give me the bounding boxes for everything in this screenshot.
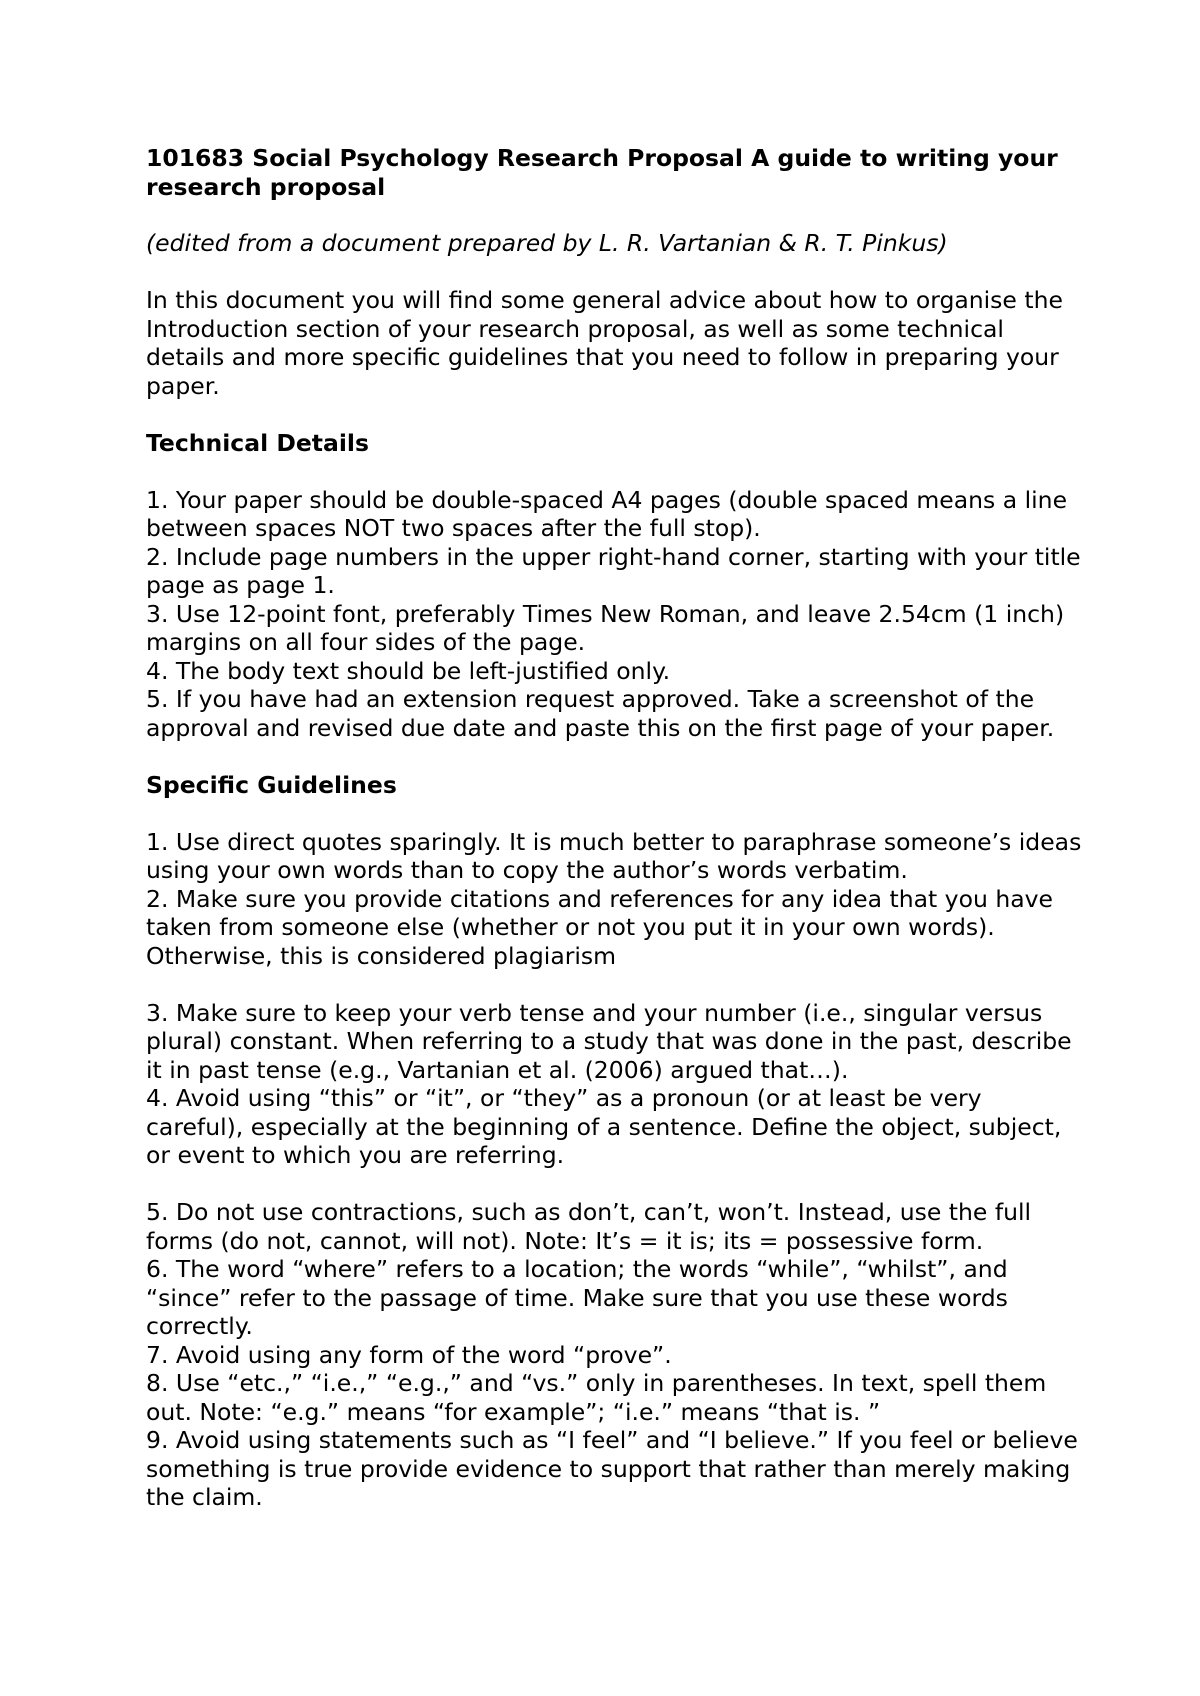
intro-paragraph: In this document you will find some general advice about how to organise the Introduction section of your research proposal, as well as some technical details and more specific guidelines that you need to follow in preparing your paper. xyxy=(146,286,1063,400)
list-item: 4. The body text should be left-justified only. xyxy=(146,656,671,685)
list-item: 7. Avoid using any form of the word “prove”. xyxy=(146,1340,672,1369)
list-item: 5. If you have had an extension request approved. Take a screenshot of the approval and revised due date and paste this on the first page of your paper. xyxy=(146,685,1055,742)
specific-guidelines-heading: Specific Guidelines xyxy=(146,770,397,799)
list-item: 1. Use direct quotes sparingly. It is much better to paraphrase someone’s ideas using your own words than to copy the author’s words verbatim. xyxy=(146,827,1082,884)
list-item: 2. Include page numbers in the upper right-hand corner, starting with your title page as page 1. xyxy=(146,542,1081,599)
list-item: 4. Avoid using “this” or “it”, or “they” as a pronoun (or at least be very careful), especially at the beginning of a sentence. Define the object, subject, or event to which you are referring. xyxy=(146,1084,1062,1169)
list-item: 5. Do not use contractions, such as don’t, can’t, won’t. Instead, use the full forms (do not, cannot, will not). Note: It’s = it is; its = possessive form. xyxy=(146,1198,1032,1255)
document-body xyxy=(146,144,1086,1540)
document-attribution: (edited from a document prepared by L. R. Vartanian & R. T. Pinkus) xyxy=(146,229,948,257)
specific-guidelines-list-1 xyxy=(146,828,1086,971)
technical-details-heading: Technical Details xyxy=(146,428,369,457)
specific-guidelines-list-3 xyxy=(146,1198,1086,1512)
list-item: 2. Make sure you provide citations and references for any idea that you have taken from someone else (whether or not you put it in your own words). Otherwise, this is considered plagiarism xyxy=(146,884,1053,970)
technical-details-list xyxy=(146,486,1086,743)
list-item: 9. Avoid using statements such as “I feel” and “I believe.” If you feel or believe something is true provide evidence to support that rather than merely making the claim. xyxy=(146,1426,1078,1511)
list-item: 3. Make sure to keep your verb tense and your number (i.e., singular versus plural) constant. When referring to a study that was done in the past, describe it in past tense (e.g., Vartanian et al. (2006) argued that…). xyxy=(146,998,1072,1084)
specific-guidelines-list-2 xyxy=(146,999,1086,1170)
list-item: 6. The word “where” refers to a location; the words “while”, “whilst”, and “since” refer to the passage of time. Make sure that you use these words correctly. xyxy=(146,1255,1008,1340)
list-item: 3. Use 12-point font, preferably Times New Roman, and leave 2.54cm (1 inch) margins on all four sides of the page. xyxy=(146,599,1065,656)
list-item: 8. Use “etc.,” “i.e.,” “e.g.,” and “vs.” only in parentheses. In text, spell them out. Note: “e.g.” means “for example”; “i.e.” means “that is. ” xyxy=(146,1369,1047,1426)
document-title: 101683 Social Psychology Research Proposal A guide to writing your research proposal xyxy=(146,144,1058,201)
list-item: 1. Your paper should be double-spaced A4 pages (double spaced means a line between spaces NOT two spaces after the full stop). xyxy=(146,485,1068,542)
